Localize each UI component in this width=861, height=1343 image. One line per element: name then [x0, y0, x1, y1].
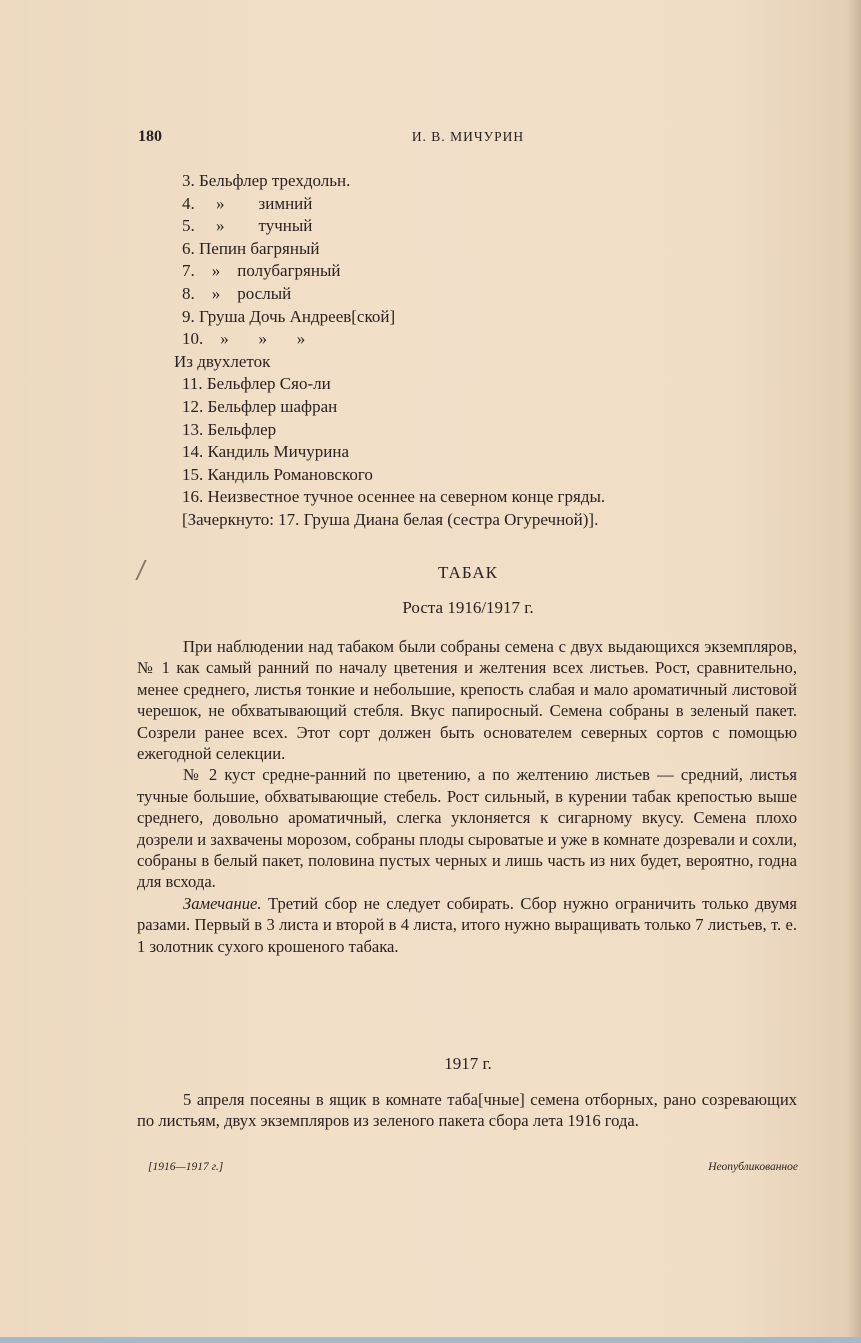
list-item: 10. » » »: [182, 329, 306, 349]
list-item: 5. » тучный: [182, 216, 313, 236]
page-edge-shadow: [847, 0, 861, 1343]
paragraph: При наблюдении над табаком были собраны семена с двух выдающихся экземпляров, № 1 как самый ранний по началу цветения и желтения всех листьев. Рост, сравнительно, менее среднего, листья тонкие и небольшие, крепость слабая и мало ароматичный листовой черешок, не обхватывающий стебля. Вкус папиросный. Семена собраны в зеленый пакет. Созрели ранее всех. Этот сорт должен быть основателем северных сортов с помощью ежегодной селекции.: [137, 637, 797, 764]
note-lead: Замечание.: [183, 893, 262, 913]
list-item: 12. Бельфлер шафран: [182, 396, 338, 416]
running-header: [138, 128, 798, 150]
body-text-block: [137, 636, 797, 957]
note-text: Третий сбор не следует собирать. Сбор нужно ограничить только двумя разами. Первый в 3 листа и второй в 4 листа, итого нужно выращивать только 7 листьев, т. е. 1 золотник сухого крошеного табака.: [137, 893, 797, 956]
section-subtitle: Роста 1916/1917 г.: [402, 598, 534, 617]
running-header-author: И. В. МИЧУРИН: [411, 129, 525, 144]
list-item: 4. » зимний: [182, 193, 313, 213]
list-item: 11. Бельфлер Сяо-ли: [182, 374, 331, 394]
publication-status: Неопубликованное: [708, 1161, 798, 1173]
variety-list: [174, 170, 606, 532]
scan-bottom-edge: [0, 1337, 861, 1343]
section-title: ТАБАК: [438, 563, 498, 582]
list-item: 14. Кандиль Мичурина: [182, 442, 349, 462]
list-item: 13. Бельфлер: [182, 419, 277, 439]
list-item: 15. Кандиль Романовского: [182, 464, 373, 484]
list-item: 9. Груша Дочь Андреев[ской]: [182, 306, 396, 326]
paragraph: № 2 куст средне-ранний по цветению, а по желтению листьев — средний, листья тучные большие, обхватывающие стебель. Рост сильный, в курении табак крепостью выше среднего, довольно ароматичный, слегка уклоняется к сигарному вкусу. Семена плохо дозрели и захвачены морозом, собраны плоды сыроватые и уже в комнате дозревали и сохли, собраны в белый пакет, половина пустых черных и лишь часть из них будет, вероятно, годна для всхода.: [137, 765, 797, 892]
list-subheading: Из двухлеток: [174, 351, 271, 371]
list-item: 7. » полубагряный: [182, 261, 341, 281]
list-item: 3. Бельфлер трехдольн.: [182, 171, 351, 190]
page-number: 180: [138, 128, 162, 145]
body-text-block-1917: [137, 1089, 797, 1132]
paragraph-note: [137, 893, 797, 957]
list-item: 6. Пепин багряный: [182, 238, 320, 258]
footer-date: [1916—1917 г.]: [148, 1161, 224, 1173]
year-heading: 1917 г.: [444, 1054, 492, 1073]
list-item: 8. » рослый: [182, 283, 292, 303]
list-item: 16. Неизвестное тучное осеннее на северном конце гряды.: [182, 487, 606, 507]
list-item-crossed-note: [Зачеркнуто: 17. Груша Диана белая (сестра Огуречной)].: [182, 509, 599, 529]
paragraph: 5 апреля посеяны в ящик в комнате таба[чные] семена отборных, рано созревающих по листьям, двух экземпляров из зеленого пакета сбора лета 1916 года.: [137, 1090, 797, 1131]
